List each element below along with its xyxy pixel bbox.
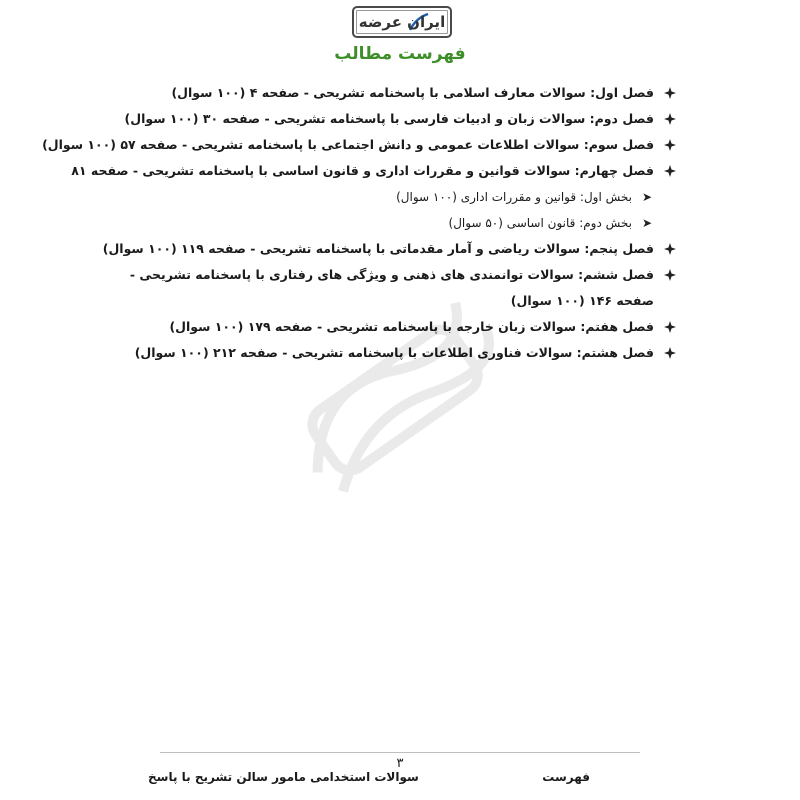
footer-section: فهرست <box>542 770 590 784</box>
toc-sub-entry-text: بخش دوم: قانون اساسی (۵۰ سوال) <box>448 216 632 230</box>
toc-entry-text: فصل دوم: سوالات زبان و ادبیات فارسی با پاسخنامه تشریحی - صفحه ۳۰ (۱۰۰ سوال) <box>124 111 654 126</box>
diamond-bullet-icon <box>664 113 676 125</box>
toc-entry-2[interactable] <box>116 106 676 132</box>
toc-entry-5[interactable] <box>102 236 676 262</box>
toc-entry-text: فصل پنجم: سوالات ریاضی و آمار مقدماتی با پاسخنامه تشریحی - صفحه ۱۱۹ (۱۰۰ سوال) <box>102 241 654 256</box>
diamond-bullet-icon <box>664 165 676 177</box>
toc-entry-text: فصل هفتم: سوالات زبان خارجه با پاسخنامه تشریحی - صفحه ۱۷۹ (۱۰۰ سوال) <box>169 319 654 334</box>
toc-entry-6[interactable] <box>116 262 676 314</box>
toc-sub-entry-text: بخش اول: قوانین و مقررات اداری (۱۰۰ سوال) <box>396 190 632 204</box>
toc-entry-text: فصل هشتم: سوالات فناوری اطلاعات با پاسخنامه تشریحی - صفحه ۲۱۲ (۱۰۰ سوال) <box>134 345 654 360</box>
diamond-bullet-icon <box>664 243 676 255</box>
logo-text: ایران عرضه <box>358 13 446 31</box>
diamond-bullet-icon <box>664 139 676 151</box>
diamond-bullet-icon <box>664 87 676 99</box>
diamond-bullet-icon <box>664 321 676 333</box>
toc-entry-1[interactable] <box>116 80 676 106</box>
table-of-contents <box>42 80 676 366</box>
toc-entry-text: فصل اول: سوالات معارف اسلامی با پاسخنامه تشریحی - صفحه ۴ (۱۰۰ سوال) <box>171 85 654 100</box>
page-number: ۳ <box>396 756 404 771</box>
diamond-bullet-icon <box>664 347 676 359</box>
toc-entry-text: فصل سوم: سوالات اطلاعات عمومی و دانش اجتماعی با پاسخنامه تشریحی - صفحه ۵۷ (۱۰۰ سوال) <box>42 137 654 152</box>
brand-logo <box>352 6 452 38</box>
arrowhead-icon: ➤ <box>641 216 652 230</box>
footer-book-title: سوالات استخدامی مامور سالن تشریح با پاسخ <box>148 770 419 784</box>
toc-sub-entry-1[interactable] <box>116 184 676 210</box>
toc-title: فهرست مطالب <box>334 44 466 64</box>
toc-entry-7[interactable] <box>116 314 676 340</box>
toc-entry-8[interactable] <box>116 340 676 366</box>
toc-entry-text: فصل ششم: سوالات توانمندی های ذهنی و ویژگی های رفتاری با پاسخنامه تشریحی - صفحه ۱۴۶ (۱۰۰ سوال) <box>129 267 654 308</box>
toc-entry-4[interactable] <box>71 158 676 184</box>
toc-entry-3[interactable] <box>42 132 676 158</box>
toc-sub-entry-2[interactable] <box>116 210 676 236</box>
footer-divider <box>160 752 640 753</box>
toc-entry-text: فصل چهارم: سوالات قوانین و مقررات اداری و قانون اساسی با پاسخنامه تشریحی - صفحه ۸۱ <box>71 163 654 178</box>
diamond-bullet-icon <box>664 269 676 281</box>
arrowhead-icon: ➤ <box>641 190 652 204</box>
